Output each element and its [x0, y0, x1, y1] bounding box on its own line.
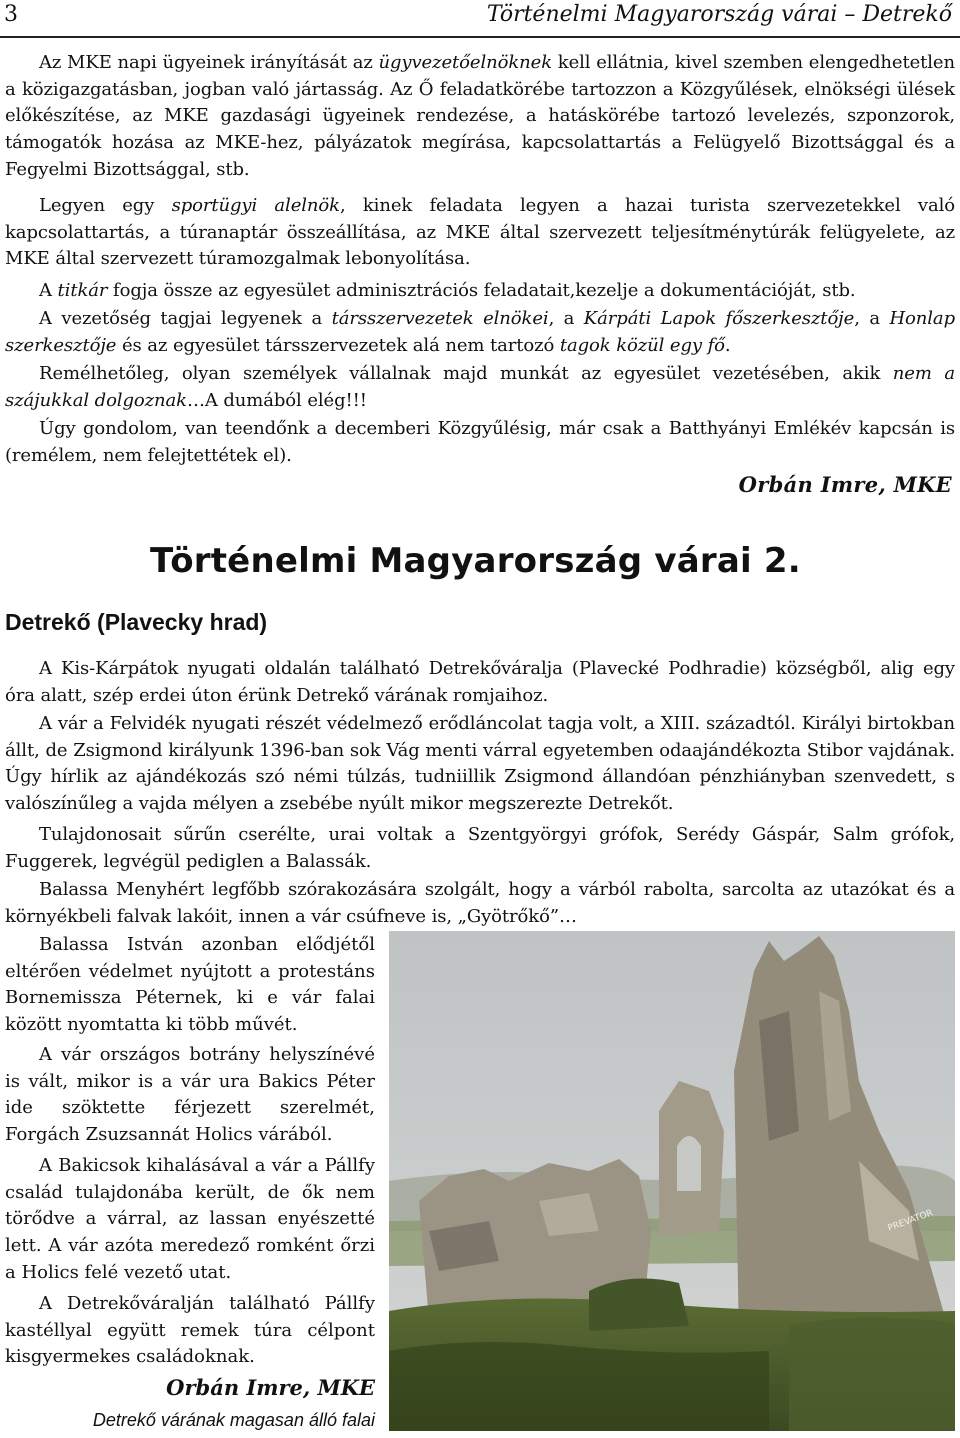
photo-caption: Detrekő várának magasan álló falai [92, 1410, 375, 1430]
intro-paragraph-5: Remélhetőleg, olyan személyek vállalnak majd munkát az egyesület vezetésében, akik nem a szájukkal dolgoznak…A dumából elég!!! [5, 363, 955, 411]
intro-signature: Orbán Imre, MKE [738, 472, 952, 497]
column-paragraph-4: A Detrekőváralján található Pállfy kastéllyal együtt remek túra célpont kisgyermekes családoknak. [5, 1293, 375, 1368]
article-subtitle: Detrekő (Plavecky hrad) [5, 609, 268, 635]
article-paragraph-1: A Kis-Kárpátok nyugati oldalán található Detrekőváralja (Plavecké Podhradie) községből, alig egy óra alatt, szép erdei úton érünk Detrekő várának romjaihoz. [5, 658, 955, 706]
page-header [0, 0, 960, 38]
page-number: 3 [4, 2, 18, 27]
article-paragraph-3: Tulajdonosait sűrűn cserélte, urai voltak a Szentgyörgyi grófok, Serédy Gáspár, Salm grófok, Fuggerek, legvégül pediglen a Balassák. [5, 824, 955, 872]
column-paragraph-3: A Bakicsok kihalásával a vár a Pállfy család tulajdonába került, de ők nem törődve a várral, az lassan enyészetté lett. A vár azóta meredező romként őrzi a Holics felé vezető utat. [5, 1155, 375, 1283]
intro-paragraph-1: Az MKE napi ügyeinek irányítását az ügyvezetőelnöknek kell ellátnia, kivel szemben elengedhetetlen a közigazgatásban, jogban való jártasság. Az Ő feladatkörébe tartozzon a Közgyűlések, elnökségi ülések előkészítése, az MKE gazdasági ügyeinek rendezése, a hatáskörébe tartozó levelezés, szponzorok, támogatók hozása az MKE-hez, pályázatok megírása, kapcsolattartás a Felügyelő Bizottsággal és a Fegyelmi Bizottsággal, stb. [5, 52, 955, 180]
photo-wall-graffiti: PREVATOR [886, 1208, 935, 1234]
article-paragraph-4: Balassa Menyhért legfőbb szórakozására szolgált, hogy a várból rabolta, sarcolta az utazókat és a környékbeli falvak lakóit, innen a vár csúfneve is, „Gyötrőkő”… [5, 879, 955, 927]
intro-paragraph-2: Legyen egy sportügyi alelnök, kinek feladata legyen a hazai turista szervezetekkel való kapcsolattartás, a túranaptár összeállítása, az MKE által szervezett teljesítménytúrák felügyelete, az MKE által szervezett túramozgalmak lebonyolítása. [5, 195, 956, 270]
column-paragraph-1: Balassa István azonban elődjétől eltérően védelmet nyújtott a protestáns Bornemissza Péternek, ki e vár falai között nyomtatta ki több művét. [5, 934, 375, 1036]
intro-paragraph-3: A titkár fogja össze az egyesület adminisztrációs feladatait,kezelje a dokumentációját, stb. [39, 280, 856, 301]
intro-paragraph-4: A vezetőség tagjai legyenek a társszervezetek elnökei, a Kárpáti Lapok főszerkesztője, a Honlap szerkesztője és az egyesület társszervezetek alá nem tartozó tagok közül egy fő. [5, 308, 955, 356]
column-paragraph-2: A vár országos botrány helyszínévé is vált, mikor is a vár ura Bakics Péter ide szöktette férjezett szerelmét, Forgách Zsuzsannát Holics várából. [5, 1044, 375, 1146]
intro-paragraph-6: Úgy gondolom, van teendőnk a decemberi Közgyűlésig, már csak a Batthyányi Emlékév kapcsán is (remélem, nem felejtettétek el). [5, 418, 955, 466]
castle-ruins-photo [389, 931, 955, 1431]
article-title: Történelmi Magyarország várai 2. [150, 541, 801, 581]
article-paragraph-2: A vár a Felvidék nyugati részét védelmező erődláncolat tagja volt, a XIII. századtól. Királyi birtokban állt, de Zsigmond királyunk 1396-ban sok Vág menti várral egyetemben odaajándékozta Stibor vajdának. Úgy hírlik az ajándékozás szó némi túlzás, tudniillik Zsigmond állandóan pénzhiányban szenvedett, s valószínűleg a vajda mélyen a zsebébe nyúlt mikor megszerezte Detrekőt. [5, 713, 955, 815]
article-signature: Orbán Imre, MKE [166, 1375, 375, 1400]
running-title: Történelmi Magyarország várai – Detrekő [486, 2, 952, 27]
